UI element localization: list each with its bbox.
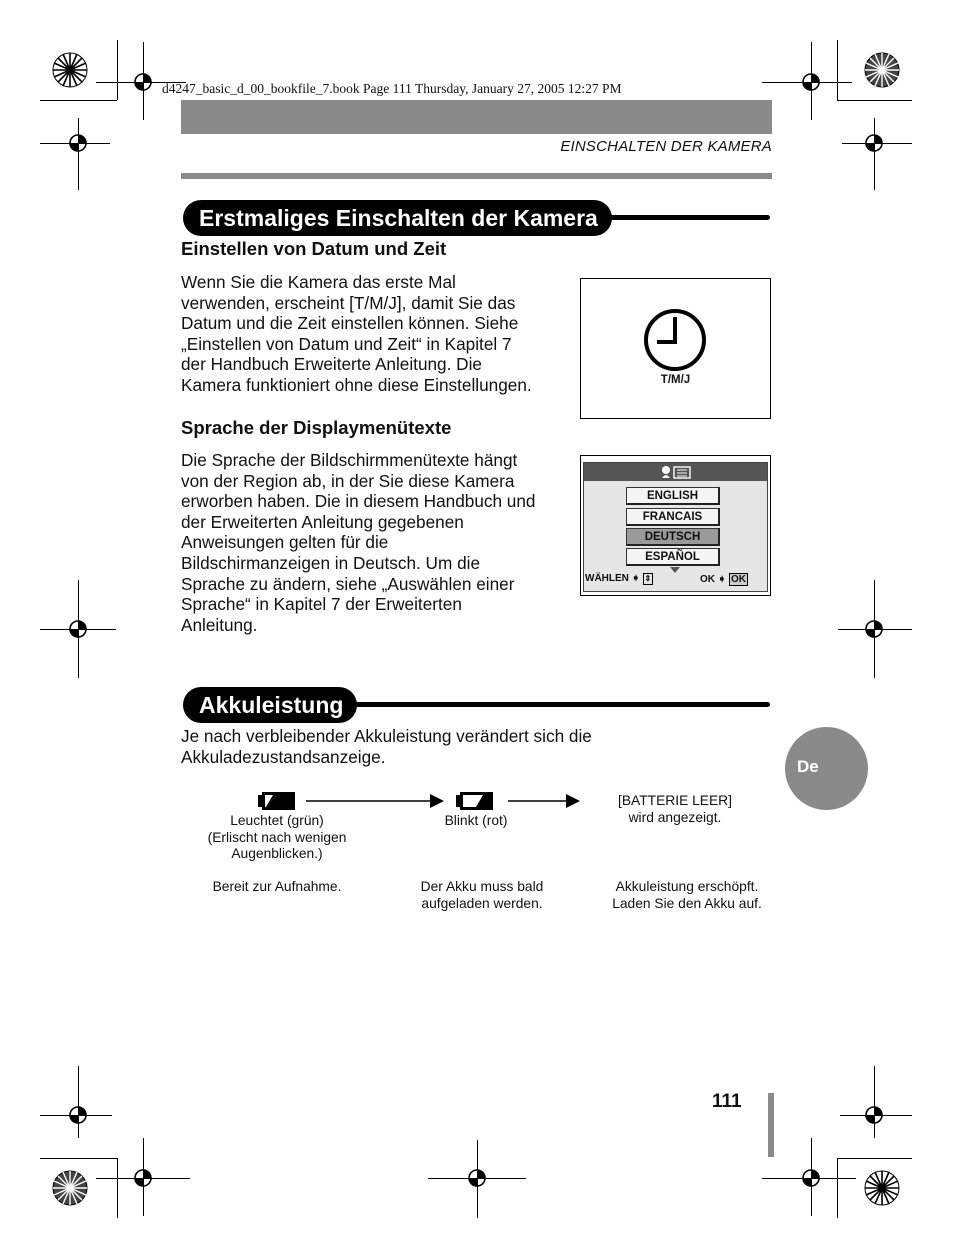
- language-option-francais[interactable]: FRANCAIS: [626, 508, 720, 526]
- battery-low-icon: [456, 792, 494, 810]
- select-hint: WÄHLEN ➧ ⇕: [585, 573, 652, 584]
- language-tab: De: [785, 727, 868, 810]
- paragraph-battery-intro: Je nach verbleibender Akkuleistung verändert sich die Akkuladezustandsanzeige.: [181, 726, 592, 767]
- date-time-figure: [580, 278, 771, 419]
- page-number-bar: [768, 1093, 774, 1157]
- battery-state-full-meaning: Bereit zur Aufnahme.: [212, 879, 342, 894]
- language-menu-figure: [580, 455, 771, 596]
- ok-key: OK: [730, 574, 746, 585]
- battery-state-low-status: Blinkt (rot): [444, 813, 508, 828]
- header-bar: [181, 100, 772, 134]
- section-heading-line: [600, 215, 770, 220]
- header-rule: [181, 173, 772, 179]
- language-option-english[interactable]: ENGLISH: [626, 487, 720, 505]
- arrow-right-icon: ➧: [717, 574, 727, 585]
- battery-state-full-status: Leuchtet (grün) (Erlischt nach wenigen Augenblicken.): [207, 813, 347, 862]
- scroll-down-icon: [670, 567, 680, 573]
- battery-full-icon: [258, 792, 296, 810]
- paragraph-date-time: Wenn Sie die Kamera das erste Mal verwenden, erscheint [T/M/J], damit Sie das Datum und die Zeit einstellen können. Siehe „Einstellen von Datum und Zeit“ in Kapitel 7 der Handbuch Erweiterte Anleitung. Die Kamera funktioniert ohne diese Einstellungen.: [181, 272, 532, 395]
- battery-state-low-meaning: Der Akku muss bald aufgeladen werden.: [420, 879, 544, 911]
- menu-titlebar: [584, 463, 767, 481]
- chapter-title: EINSCHALTEN DER KAMERA: [560, 138, 772, 155]
- subheading-language: Sprache der Displaymenütexte: [181, 417, 452, 438]
- paragraph-language: Die Sprache der Bildschirmmenütexte hängt von der Region ab, in der Sie diese Kamera erworben haben. Die in diesem Handbuch und der Erweiterten Anleitung gegebenen Anweisungen gelten für die Bildschirmanzeigen in Deutsch. Um die Sprache zu ändern, siehe „Auswählen einer Sprache“ in Kapitel 7 der Erweiterten Anleitung.: [181, 450, 536, 635]
- section-heading-first-power-on: Erstmaliges Einschalten der Kamera: [183, 200, 612, 236]
- language-option-deutsch[interactable]: DEUTSCH: [626, 528, 720, 546]
- bookfile-info: d4247_basic_d_00_bookfile_7.book Page 111 Thursday, January 27, 2005 12:27 PM: [162, 81, 622, 96]
- arrow-right-icon: [306, 792, 446, 810]
- date-format-label: T/M/J: [660, 374, 691, 386]
- up-down-key-icon: ⇕: [644, 574, 652, 583]
- battery-state-empty-meaning: Akkuleistung erschöpft. Laden Sie den Akku auf.: [612, 879, 762, 911]
- camera-menu-screen: [583, 462, 768, 592]
- section-heading-battery: Akkuleistung: [183, 687, 357, 723]
- language-menu-icon: [660, 465, 694, 479]
- battery-state-empty-status: [BATTERIE LEER] wird angezeigt.: [618, 793, 732, 825]
- ok-hint: OK ➧ OK: [700, 574, 746, 585]
- arrow-right-icon: ➧: [631, 573, 641, 584]
- subheading-date-time: Einstellen von Datum und Zeit: [181, 238, 447, 259]
- clock-icon: [642, 307, 708, 373]
- language-option-espanol[interactable]: ESPAÑOL: [626, 548, 720, 566]
- arrow-right-icon: [508, 792, 582, 810]
- page-number: 111: [712, 1091, 742, 1112]
- section-heading-line: [350, 702, 770, 707]
